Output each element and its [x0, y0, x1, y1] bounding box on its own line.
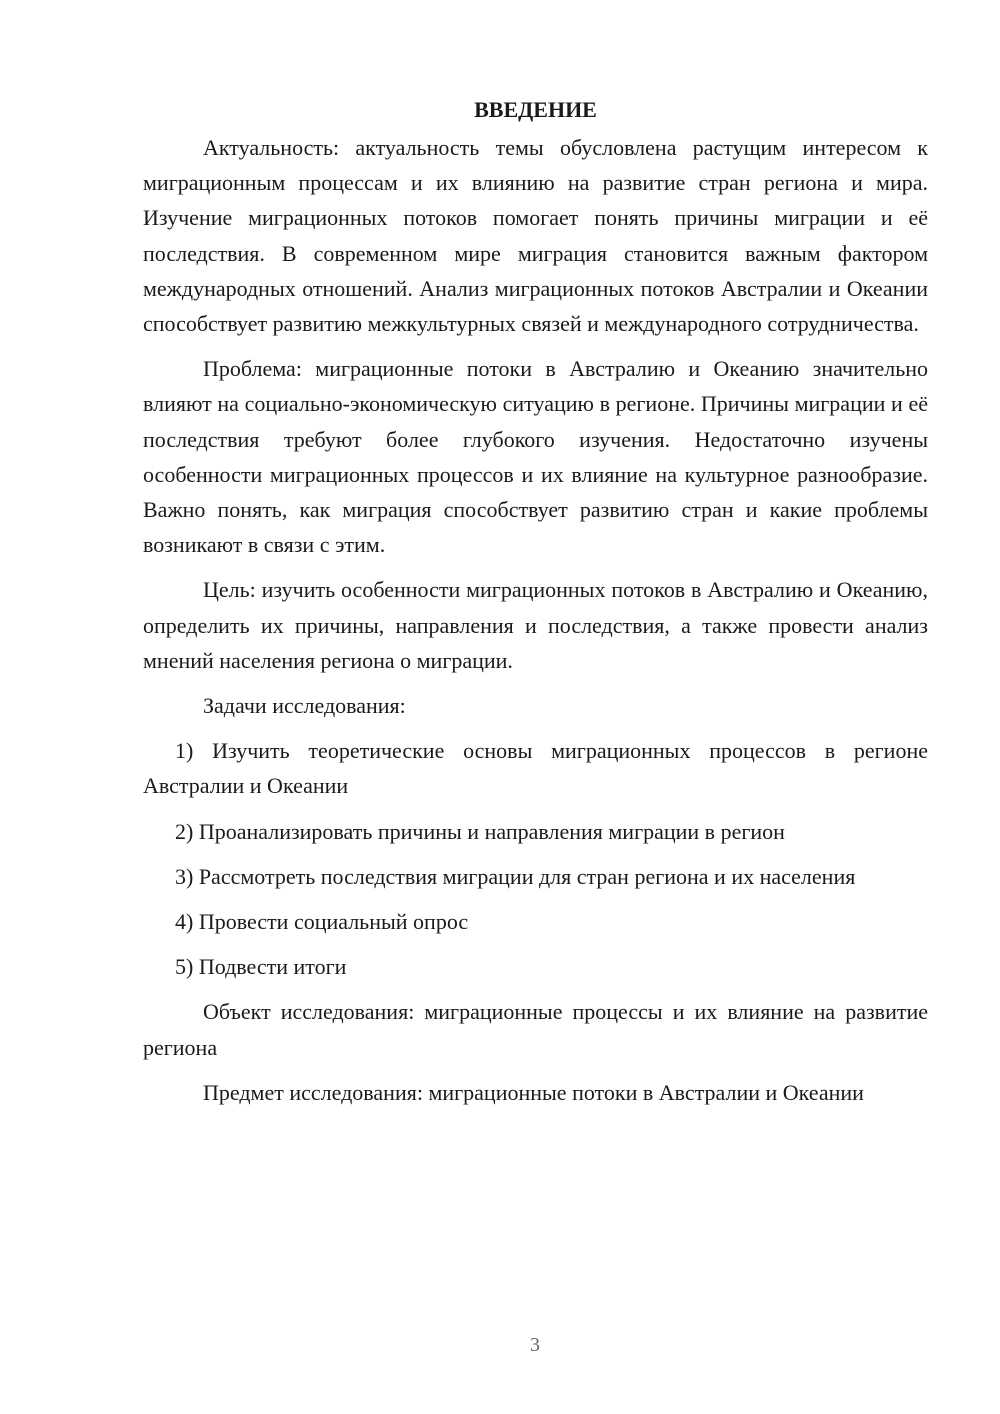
page-title: ВВЕДЕНИЕ: [474, 97, 597, 122]
goal-paragraph: Цель: изучить особенности миграционных потоков в Австралию и Океанию, определить их причины, направления и последствия, а также провести анализ мнений населения региона о миграции.: [143, 577, 928, 673]
relevance-paragraph: Актуальность: актуальность темы обусловлена растущим интересом к миграционным процессам и их влиянию на развитие стран региона и мира. Изучение миграционных потоков помогает понять причины миграции и её последствия. В современном мире миграция становится важным фактором международных отношений. Анализ миграционных потоков Австралии и Океании способствует развитию межкультурных связей и международного сотрудничества.: [143, 135, 928, 337]
list-item: 3) Рассмотреть последствия миграции для стран региона и их населения: [175, 863, 856, 889]
list-item: 5) Подвести итоги: [175, 954, 347, 980]
object-paragraph: Объект исследования: миграционные процессы и их влияние на развитие региона: [143, 999, 928, 1060]
subject-paragraph: Предмет исследования: миграционные потоки в Австралии и Океании: [203, 1079, 864, 1105]
tasks-intro: Задачи исследования:: [203, 693, 406, 719]
document-page: [143, 94, 928, 1120]
problem-paragraph: Проблема: миграционные потоки в Австралию и Океанию значительно влияют на социально-экономическую ситуацию в регионе. Причины миграции и её последствия требуют более глубокого изучения. Недостаточно изучены особенности миграционных процессов и их влияние на культурное разнообразие. Важно понять, как миграция способствует развитию стран и какие проблемы возникают в связи с этим.: [143, 356, 928, 558]
list-item: 1) Изучить теоретические основы миграционных процессов в регионе Австралии и Океании: [143, 738, 928, 799]
tasks-list: [143, 733, 928, 984]
list-item: 2) Проанализировать причины и направления миграции в регион: [175, 818, 785, 844]
list-item: 4) Провести социальный опрос: [175, 909, 469, 935]
page-number: 3: [530, 1334, 540, 1356]
